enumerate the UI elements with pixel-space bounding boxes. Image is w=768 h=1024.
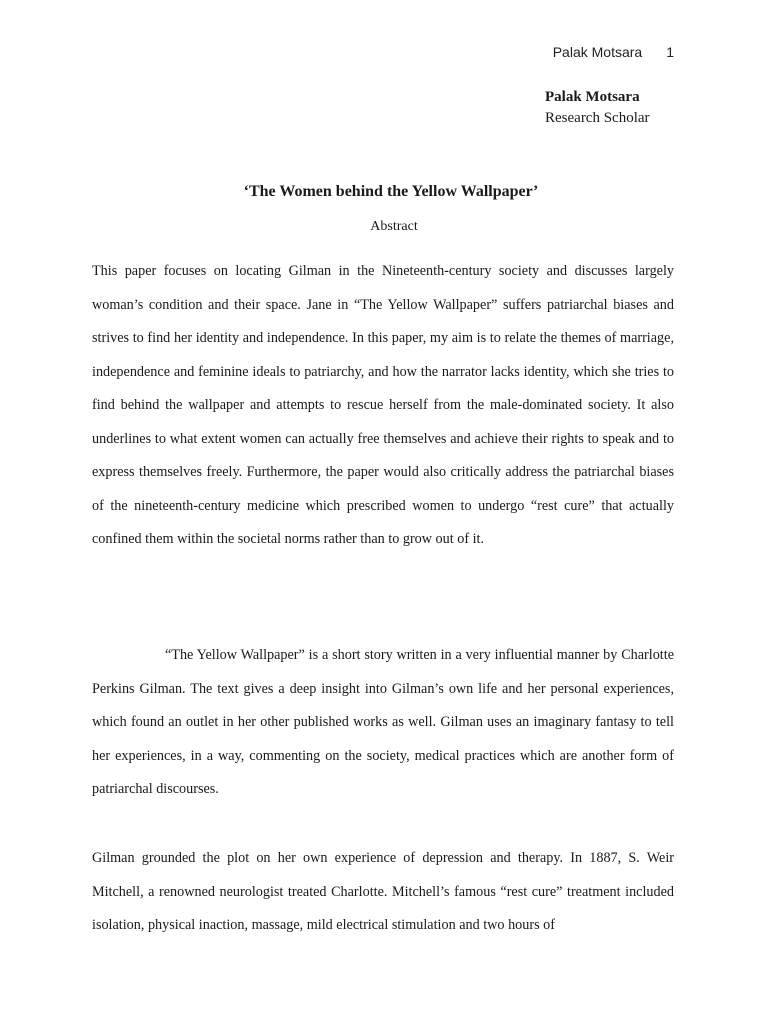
running-head-author: Palak Motsara [552, 44, 643, 60]
page-number: 1 [666, 44, 674, 60]
body-paragraph-2: Gilman grounded the plot on her own experience of depression and therapy. In 1887, S. Weir Mitchell, a renowned neurologist treated Charlotte. Mitchell’s famous “rest cure” treatment included isolation, physical inaction, massage, mild electrical stimulation and two hours of [92, 850, 674, 933]
author-name: Palak Motsara [545, 89, 640, 105]
abstract-heading: Abstract [370, 219, 418, 234]
running-head [553, 44, 674, 60]
author-block [545, 87, 650, 129]
body-paragraph-1: “The Yellow Wallpaper” is a short story written in a very influential manner by Charlotte Perkins Gilman. The text gives a deep insight into Gilman’s own life and her personal experiences, which found an outlet in her other published works as well. Gilman uses an imaginary fantasy to tell her experiences, in a way, commenting on the society, medical practices which are another form of patriarchal discourses. [92, 647, 674, 797]
author-role: Research Scholar [545, 110, 650, 126]
abstract-paragraph: This paper focuses on locating Gilman in the Nineteenth-century society and discusses largely woman’s condition and their space. Jane in “The Yellow Wallpaper” suffers patriarchal biases and strives to find her identity and independence. In this paper, my aim is to relate the themes of marriage, independence and feminine ideals to patriarchy, and how the narrator lacks identity, which she tries to find behind the wallpaper and attempts to rescue herself from the male-dominated society. It also underlines to what extent women can actually free themselves and achieve their rights to speak and to express themselves freely. Furthermore, the paper would also critically address the patriarchal biases of the nineteenth-century medicine which prescribed women to undergo “rest cure” that actually confined them within the societal norms rather than to grow out of it. [92, 263, 674, 547]
paper-title: ‘The Women behind the Yellow Wallpaper’ [243, 183, 539, 200]
